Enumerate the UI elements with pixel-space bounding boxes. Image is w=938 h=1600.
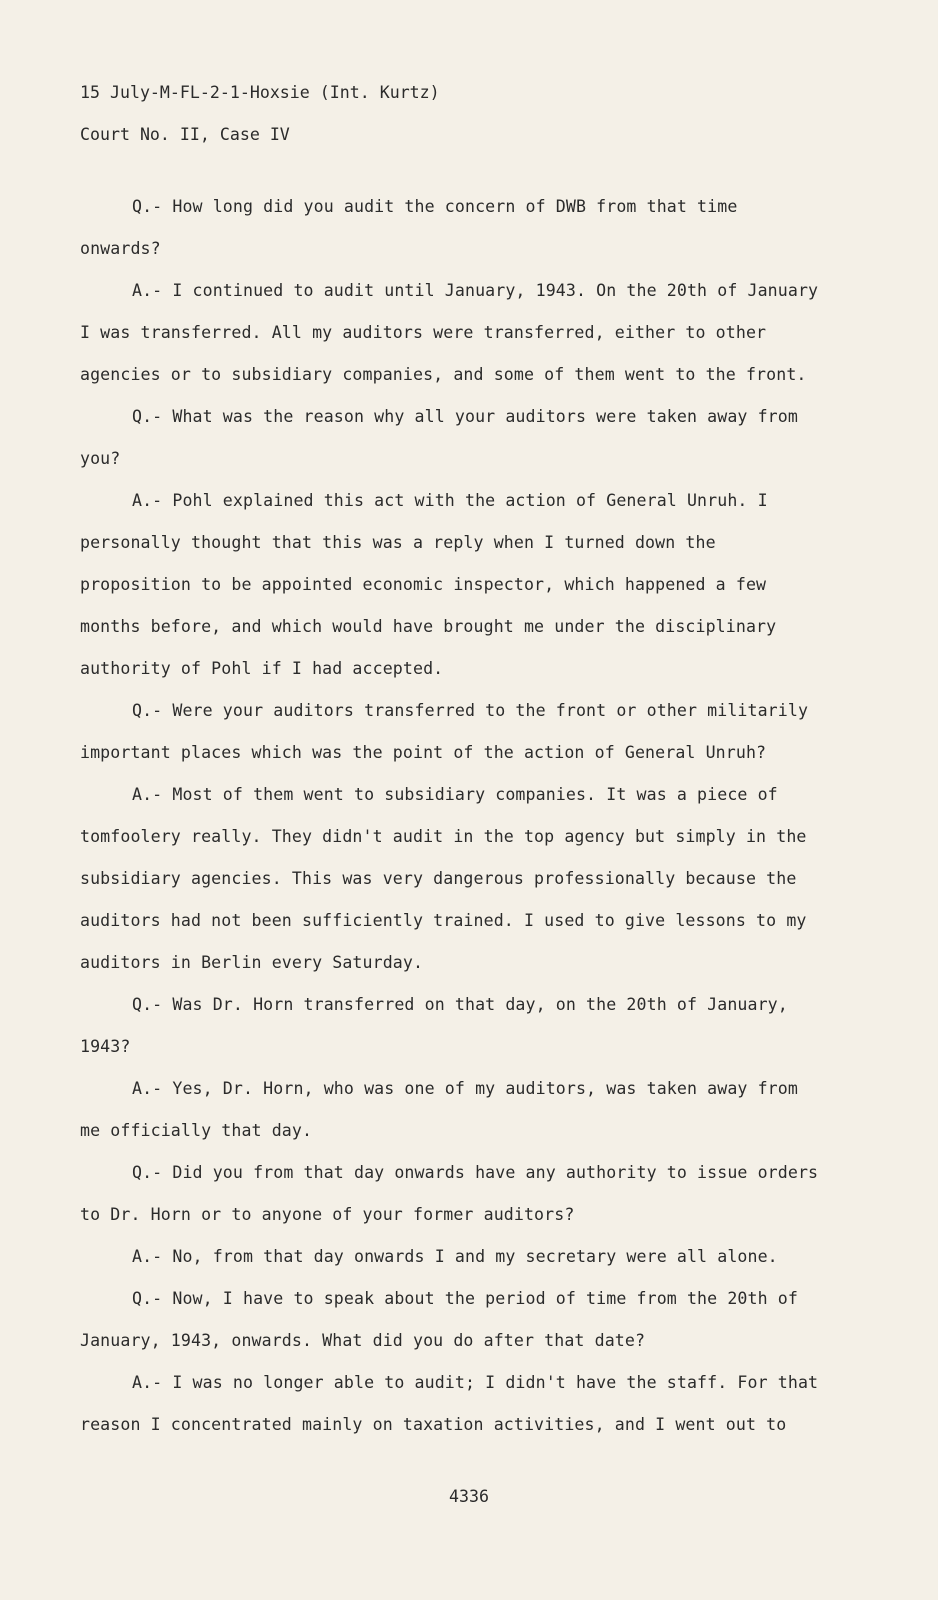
question-paragraph: Q.- What was the reason why all your auditors were taken away from you? [80, 407, 798, 468]
answer-paragraph: A.- Most of them went to subsidiary companies. It was a piece of tomfoolery really. They didn't audit in the top agency but simply in the subsidiary agencies. This was very dangerous professionally because the auditors had not been sufficiently trained. I used to give lessons to my auditors in Berlin every Saturday. [80, 785, 807, 972]
answer-paragraph: A.- Yes, Dr. Horn, who was one of my auditors, was taken away from me officially that day. [80, 1079, 798, 1140]
header-line-1: 15 July-M-FL-2-1-Hoxsie (Int. Kurtz) [80, 83, 440, 102]
answer-paragraph: A.- I was no longer able to audit; I didn't have the staff. For that reason I concentrated mainly on taxation activities, and I went out to [80, 1373, 819, 1434]
answer-paragraph: A.- Pohl explained this act with the action of General Unruh. I personally thought that this was a reply when I turned down the proposition to be appointed economic inspector, which happened a few months before, and which would have brought me under the disciplinary authority of Pohl if I had accepted. [80, 491, 777, 678]
page-number: 4336 [449, 1487, 489, 1506]
answer-paragraph: A.- No, from that day onwards I and my secretary were all alone. [132, 1247, 778, 1266]
transcript-body [80, 186, 820, 1446]
question-paragraph: Q.- Now, I have to speak about the period of time from the 20th of January, 1943, onwards. What did you do after that date? [80, 1289, 798, 1350]
answer-paragraph: A.- I continued to audit until January, 1943. On the 20th of January I was transferred. All my auditors were transferred, either to other agencies or to subsidiary companies, and some of them went to the front. [80, 281, 819, 384]
question-paragraph: Q.- How long did you audit the concern of DWB from that time onwards? [80, 197, 738, 258]
question-paragraph: Q.- Was Dr. Horn transferred on that day, on the 20th of January, 1943? [80, 995, 788, 1056]
header-line-2: Court No. II, Case IV [80, 125, 290, 144]
question-paragraph: Q.- Were your auditors transferred to the front or other militarily important places which was the point of the action of General Unruh? [80, 701, 809, 762]
question-paragraph: Q.- Did you from that day onwards have any authority to issue orders to Dr. Horn or to anyone of your former auditors? [80, 1163, 819, 1224]
document-header [80, 72, 440, 156]
